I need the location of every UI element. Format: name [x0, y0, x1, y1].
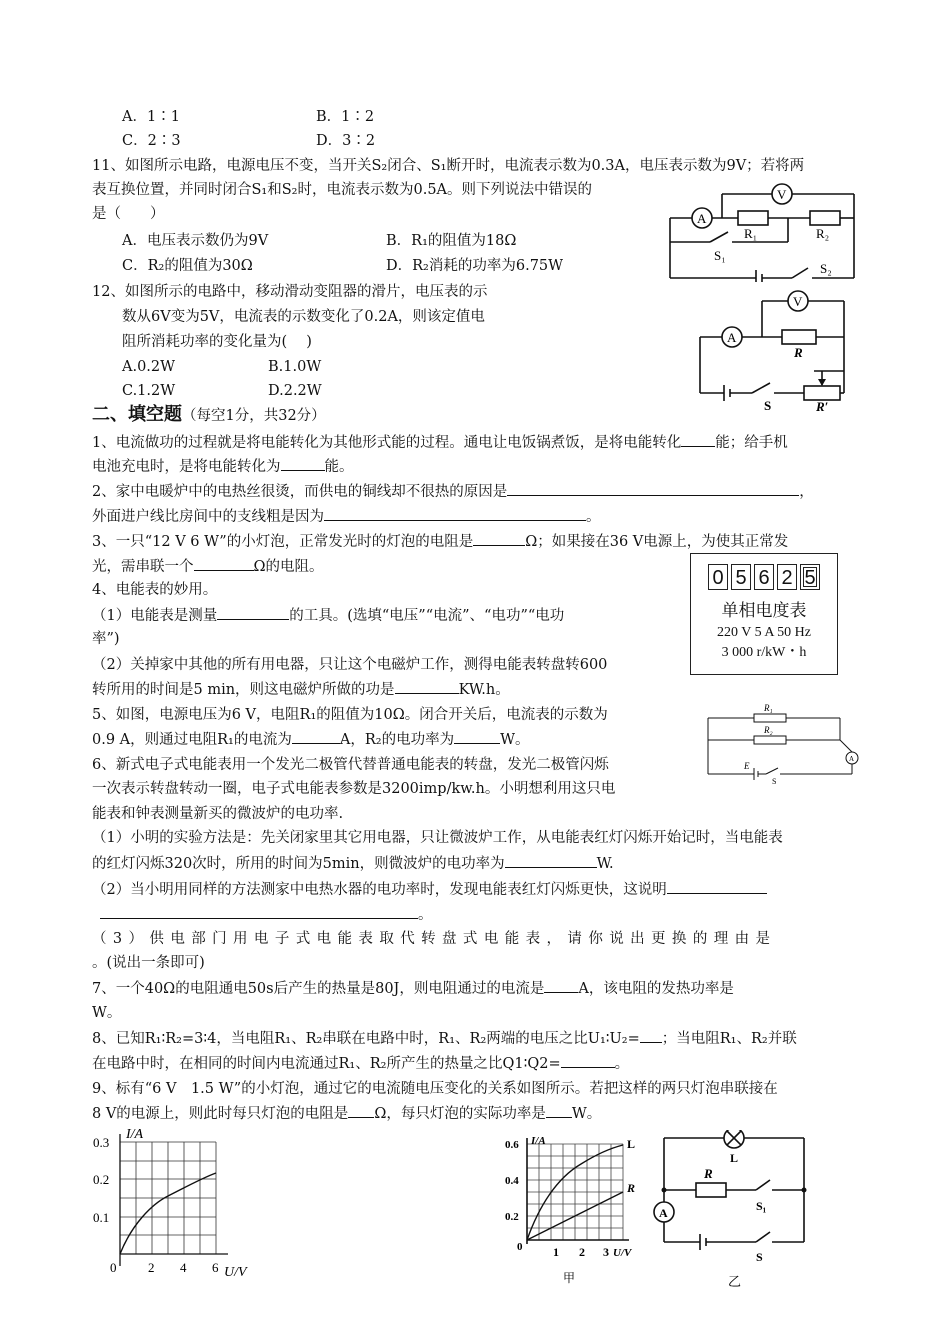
f5-text-c: A，R₂的电功率为 [339, 732, 455, 748]
f4-part2-line1: （2）关掉家中其他的所有用电器，只让这个电磁炉工作，测得电能表转盘转600 [92, 657, 608, 673]
q11-line-2: 表互换位置，并同时闭合S₁和S₂时，电流表示数为0.5A。则下列说法中错误的 [92, 182, 593, 198]
q12-ammeter-label: A [727, 330, 737, 345]
q12-r-label: R [794, 345, 803, 360]
section-heading [92, 404, 326, 427]
f6-part2-line2 [100, 903, 433, 926]
f9-text-d: W。 [571, 1106, 602, 1122]
f1-line-1 [92, 431, 788, 454]
f8-text-b: ；当电阻R₁、R₂并联 [661, 1031, 797, 1047]
graph2-ytick: 0.6 [505, 1139, 519, 1151]
graph1-xtick: 4 [180, 1260, 187, 1275]
graph2-xtick: 2 [579, 1245, 585, 1259]
q12-option-b: B.1.0W [268, 359, 322, 375]
f8-blank-2[interactable] [561, 1052, 615, 1068]
electric-meter [690, 553, 838, 675]
f1-text-b: 能；给手机 [715, 435, 788, 451]
f2-text-a: 2、家中电暖炉中的电热丝很烫，而供电的铜线却不很热的原因是 [92, 484, 508, 500]
graph1-xtick: 2 [148, 1260, 155, 1275]
f9-blank-1[interactable] [348, 1102, 374, 1118]
section-title: 二、填空题 [92, 404, 182, 425]
q12-line-3: 阻所消耗功率的变化量为( ) [122, 334, 312, 350]
f1-line-2 [92, 455, 354, 478]
f7-text-a: 7、一个40Ω的电阻通电50s后产生的热量是80J，则电阻通过的电流是 [92, 981, 545, 997]
q11-s2-label: S₂ [820, 261, 832, 276]
graph2-grid [527, 1144, 623, 1240]
f6-p2-text-a: （2）当小明用同样的方法测家中电热水器的电功率时，发现电能表红灯闪烁更快，这说明 [92, 882, 667, 898]
f1-blank-2[interactable] [281, 455, 325, 471]
f7-text-b: A，该电阻的发热功率是 [578, 981, 734, 997]
f9-blank-2[interactable] [546, 1102, 572, 1118]
iu-graph-jia [505, 1136, 655, 1286]
q12-s-label: S [764, 398, 772, 413]
meter-spec-2: 3 000 r/kW・h [721, 645, 807, 660]
yi-switch1-label: S₁ [756, 1199, 767, 1213]
yi-caption: 乙 [728, 1274, 742, 1289]
graph1-ylabel: I/A [126, 1127, 144, 1142]
f5-s-label: S [772, 777, 777, 785]
f7-blank-1[interactable] [544, 977, 578, 993]
graph2-line-r-label: R [627, 1181, 636, 1195]
f8-line-2 [92, 1052, 629, 1075]
q11-option-a: A．电压表示数仍为9V [122, 233, 269, 249]
yi-lamp-label: L [730, 1151, 739, 1165]
q12-voltmeter-label: V [793, 294, 803, 309]
graph1-grid [120, 1142, 216, 1254]
f2-line-2 [92, 505, 601, 528]
f1-text-c: 电池充电时，是将电能转化为 [92, 459, 281, 475]
f8-text-a: 8、已知R₁∶R₂=3∶4，当电阻R₁、R₂串联在电路中时，R₁、R₂两端的电压之比U₁∶U₂= [92, 1031, 640, 1047]
f2-text-c: 外面进户线比房间中的支线粗是因为 [92, 509, 324, 525]
f4-title: 4、电能表的妙用。 [92, 582, 218, 598]
f5-blank-2[interactable] [454, 728, 500, 744]
graph2-ytick: 0.4 [505, 1175, 519, 1187]
f6-blank-2[interactable] [667, 878, 767, 894]
f6-line-1: 6、新式电子式电能表用一个发光二极管代替普通电能表的转盘，发光二极管闪烁 [92, 757, 609, 773]
q11-r2-label: R₂ [816, 226, 830, 241]
f6-p2-end: 。 [418, 907, 433, 923]
yi-switch2-label: S [756, 1250, 763, 1264]
q11-option-b: B．R₁的阻值为18Ω [386, 233, 517, 249]
yi-ammeter-label: A [659, 1206, 668, 1220]
f5-r1-label: R₁ [764, 703, 773, 713]
f4-p1-text-a: （1）电能表是测量 [92, 608, 218, 624]
meter-name: 单相电度表 [721, 601, 807, 621]
q12-line-1: 12、如图所示的电路中，移动滑动变阻器的滑片，电压表的示 [92, 284, 488, 300]
graph2-xlabel: U/V [613, 1247, 632, 1259]
f7-line-2: W。 [92, 1005, 122, 1021]
f8-text-c: 在电路中时，在相同的时间内电流通过R₁、R₂所产生的热量之比Q1∶Q2= [92, 1056, 561, 1072]
f6-part2-line1 [92, 878, 767, 901]
q11-s1-label: S₁ [714, 248, 726, 263]
q11-line-3: 是（ ） [92, 206, 165, 222]
f6-part3-line1: （3）供电部门用电子式电能表取代转盘式电能表，请你说出更换的理由是 [92, 931, 777, 947]
f6-p1-text-c: W. [596, 856, 614, 872]
f4-part1-line1 [92, 604, 564, 627]
f5-text-b: 0.9 A，则通过电阻R₁的电流为 [92, 732, 292, 748]
f8-text-d: 。 [614, 1056, 630, 1072]
f4-p2-text-c: KW.h。 [458, 682, 510, 698]
f4-blank-2[interactable] [395, 678, 459, 694]
q11-voltmeter-label: V [777, 187, 787, 202]
f1-text-a: 1、电流做功的过程就是将电能转化为其他形式能的过程。通电让电饭锅煮饭，是将电能转化 [92, 435, 682, 451]
f5-blank-1[interactable] [292, 728, 340, 744]
meter-digits [691, 564, 837, 590]
f3-text-c: 光，需串联一个 [92, 559, 194, 575]
graph2-curve-l-label: L [627, 1137, 636, 1151]
q12-option-a: A.0.2W [122, 359, 176, 375]
graph2-ylabel: I/A [531, 1136, 546, 1147]
f4-p2-text-b: 转所用的时间是5 min，则这电磁炉所做的功是 [92, 682, 395, 698]
f2-blank-2[interactable] [324, 505, 586, 521]
q12-circuit-diagram [684, 285, 864, 415]
f4-blank-1[interactable] [217, 604, 289, 620]
graph1-ytick: 0.1 [93, 1210, 110, 1225]
f3-text-a: 3、一只“12 V 6 W”的小灯泡，正常发光时的灯泡的电阻是 [92, 534, 474, 550]
yi-resistor-label: R [704, 1166, 713, 1181]
graph1-ytick: 0.2 [93, 1172, 110, 1187]
f5-r2-label: R₂ [764, 725, 773, 735]
q12-option-c: C.1.2W [122, 383, 176, 399]
f1-text-d: 能。 [324, 459, 354, 475]
section-note: （每空1分，共32分） [182, 408, 326, 424]
f2-text-d: 。 [586, 509, 601, 525]
f6-blank-1[interactable] [505, 852, 597, 868]
graph2-ytick: 0.2 [505, 1211, 519, 1223]
meter-digit: 5 [731, 564, 751, 590]
f6-part1-line1: （1）小明的实验方法是：先关闭家里其它用电器，只让微波炉工作，从电能表红灯闪烁开始记时，当电能表 [92, 830, 783, 846]
f9-text-c: Ω，每只灯泡的实际功率是 [374, 1106, 546, 1122]
f3-blank-1[interactable] [473, 530, 525, 546]
q11-r1-label: R₁ [744, 226, 758, 241]
f4-part1-line2: 率”) [92, 631, 120, 647]
q10-option-c: C．2∶3 [122, 133, 181, 149]
q10-option-d: D．3∶2 [316, 133, 376, 149]
q10-option-a: A．1∶1 [122, 109, 180, 125]
f6-line-2: 一次表示转盘转动一圈，电子式电能表参数是3200imp/kw.h。小明想利用这只电 [92, 781, 616, 797]
f8-line-1 [92, 1027, 797, 1050]
f6-blank-3[interactable] [100, 903, 418, 919]
q12-rprime-label: R′ [816, 399, 829, 414]
meter-digit: 5 [800, 564, 820, 590]
f6-part3-line2: 。(说出一条即可) [92, 955, 205, 971]
f9-text-b: 8 V的电源上，则此时每只灯泡的电阻是 [92, 1106, 349, 1122]
f8-blank-1[interactable] [640, 1027, 662, 1043]
f6-part1-line2 [92, 852, 614, 875]
f5-ammeter-label: A [849, 755, 855, 763]
f6-p1-text-b: 的红灯闪烁320次时，所用的时间为5min，则微波炉的电功率为 [92, 856, 505, 872]
f7-line-1 [92, 977, 734, 1000]
graph2-origin: 0 [517, 1241, 523, 1253]
q11-option-c: C．R₂的阻值为30Ω [122, 258, 253, 274]
f3-text-d: Ω的电阻。 [253, 559, 324, 575]
f5-text-d: W。 [500, 732, 530, 748]
f6-line-3: 能表和钟表测量新买的微波炉的电功率. [92, 806, 344, 822]
f2-blank-1[interactable] [507, 480, 799, 496]
meter-digit: 0 [708, 564, 728, 590]
q11-ammeter-label: A [697, 211, 707, 226]
meter-digit: 6 [754, 564, 774, 590]
meter-digit: 2 [777, 564, 797, 590]
f4-p1-text-b: 的工具。(选填“电压”“电流”、“电功”“电功 [289, 608, 565, 624]
q11-line-1: 11、如图所示电路，电源电压不变，当开关S₂闭合、S₁断开时，电流表示数为0.3A，电压表示数为9V；若将两 [92, 158, 805, 174]
graph2-xtick: 1 [553, 1245, 559, 1259]
graph1-ytick: 0.3 [93, 1135, 110, 1150]
graph2-xtick: 3 [603, 1245, 609, 1259]
f5-line-1: 5、如图，电源电压为6 V，电阻R₁的阻值为10Ω。闭合开关后，电流表的示数为 [92, 707, 608, 723]
meter-spec-1: 220 V 5 A 50 Hz [717, 625, 811, 640]
f3-line-2 [92, 555, 324, 578]
q12-line-2: 数从6V变为5V，电流表的示数变化了0.2A，则该定值电 [122, 309, 485, 325]
graph2-caption: 甲 [563, 1271, 576, 1285]
f3-line-1 [92, 530, 788, 553]
f5-circuit-diagram [704, 700, 864, 785]
f3-blank-2[interactable] [194, 555, 254, 571]
f4-part2-line2 [92, 678, 510, 701]
q12-option-d: D.2.2W [268, 383, 322, 399]
f9-line-2 [92, 1102, 601, 1125]
graph1-xlabel: U/V [224, 1265, 247, 1280]
f9-line-1: 9、标有“6 V 1.5 W”的小灯泡，通过它的电流随电压变化的关系如图所示。若把这样的两只灯泡串联接在 [92, 1081, 778, 1097]
f3-text-b: Ω；如果接在36 V电源上，为使其正常发 [525, 534, 789, 550]
f2-text-b: ， [799, 484, 814, 500]
circuit-yi [652, 1130, 822, 1290]
q11-circuit-diagram [660, 180, 860, 282]
f1-blank-1[interactable] [681, 431, 715, 447]
f5-line-2 [92, 728, 529, 751]
q10-option-b: B．1∶2 [316, 109, 375, 125]
graph1-origin: 0 [110, 1260, 117, 1275]
graph1-xtick: 6 [212, 1260, 219, 1275]
q11-option-d: D．R₂消耗的功率为6.75W [386, 258, 564, 274]
f2-line-1 [92, 480, 814, 503]
f5-e-label: E [744, 761, 750, 771]
iu-graph-1 [92, 1126, 272, 1286]
